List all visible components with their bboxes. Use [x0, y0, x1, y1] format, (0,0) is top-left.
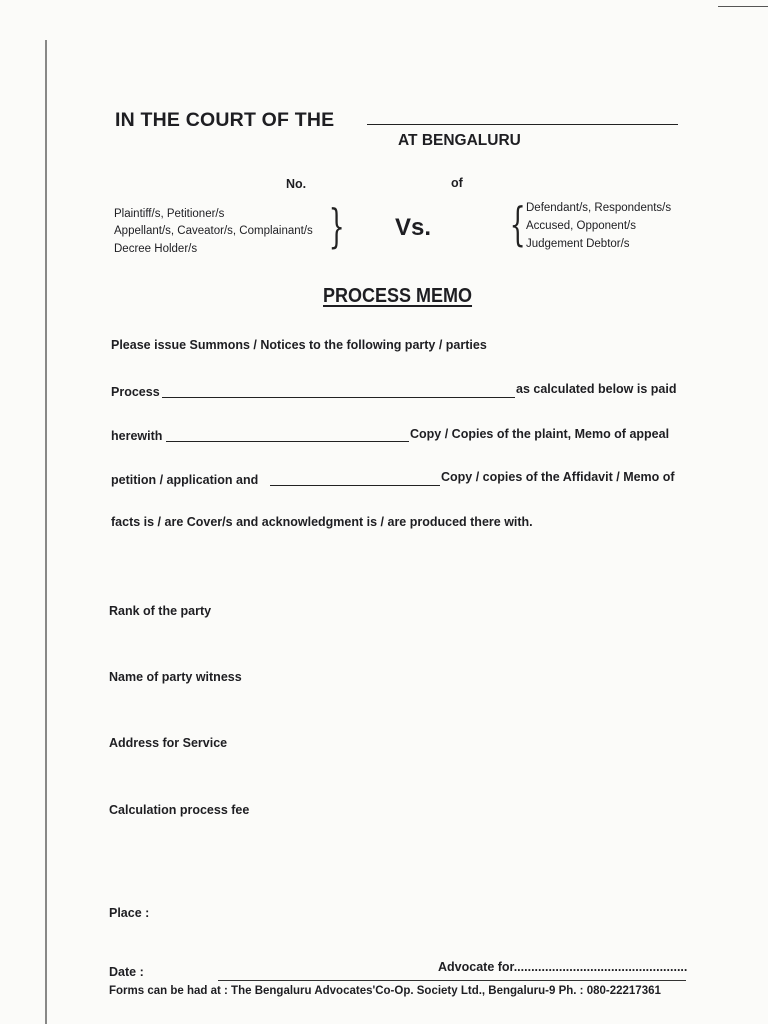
- left-party-line-2: Appellant/s, Caveator/s, Complainant/s: [114, 225, 313, 237]
- page-edge-mark: [718, 6, 768, 7]
- left-curly-brace-icon: {: [509, 197, 526, 251]
- herewith-label: herewith: [111, 429, 163, 443]
- herewith-blank: [166, 441, 409, 442]
- left-party-line-3: Decree Holder/s: [114, 243, 198, 255]
- process-tail: as calculated below is paid: [516, 382, 677, 396]
- case-year-label: of: [451, 176, 463, 190]
- witness-field-label: Name of party witness: [109, 670, 242, 684]
- court-location: AT BENGALURU: [398, 132, 521, 149]
- advocate-signature-label: Advocate for..................................................: [438, 960, 688, 974]
- place-field-label: Place :: [109, 906, 150, 920]
- form-title: PROCESS MEMO: [323, 285, 473, 307]
- right-party-line-2: Accused, Opponent/s: [526, 220, 636, 232]
- herewith-tail: Copy / Copies of the plaint, Memo of appeal: [410, 427, 670, 441]
- petition-tail: Copy / copies of the Affidavit / Memo of: [441, 470, 675, 484]
- footer-note: Forms can be had at : The Bengaluru Advocates'Co-Op. Society Ltd., Bengaluru-9 Ph. : 080-22217361: [109, 985, 661, 997]
- process-label: Process: [111, 385, 160, 399]
- right-curly-brace-icon: }: [328, 199, 345, 253]
- address-field-label: Address for Service: [109, 736, 228, 750]
- footer-rule: [218, 980, 686, 981]
- case-number-label: No.: [286, 177, 307, 191]
- right-party-line-1: Defendant/s, Respondents/s: [526, 202, 672, 214]
- right-party-line-3: Judgement Debtor/s: [526, 238, 630, 250]
- page-edge-shadow: [45, 40, 47, 1024]
- versus-label: Vs.: [395, 214, 432, 241]
- left-party-line-1: Plaintiff/s, Petitioner/s: [114, 208, 225, 220]
- court-name-blank: [367, 124, 678, 125]
- petition-label: petition / application and: [111, 473, 259, 487]
- date-field-label: Date :: [109, 965, 144, 979]
- facts-line: facts is / are Cover/s and acknowledgment is / are produced there with.: [111, 515, 533, 529]
- court-title: IN THE COURT OF THE: [115, 109, 335, 131]
- fee-field-label: Calculation process fee: [109, 803, 250, 817]
- affidavit-copies-blank: [270, 485, 440, 486]
- rank-field-label: Rank of the party: [109, 604, 212, 618]
- intro-text: Please issue Summons / Notices to the following party / parties: [111, 338, 487, 352]
- process-blank: [162, 397, 515, 398]
